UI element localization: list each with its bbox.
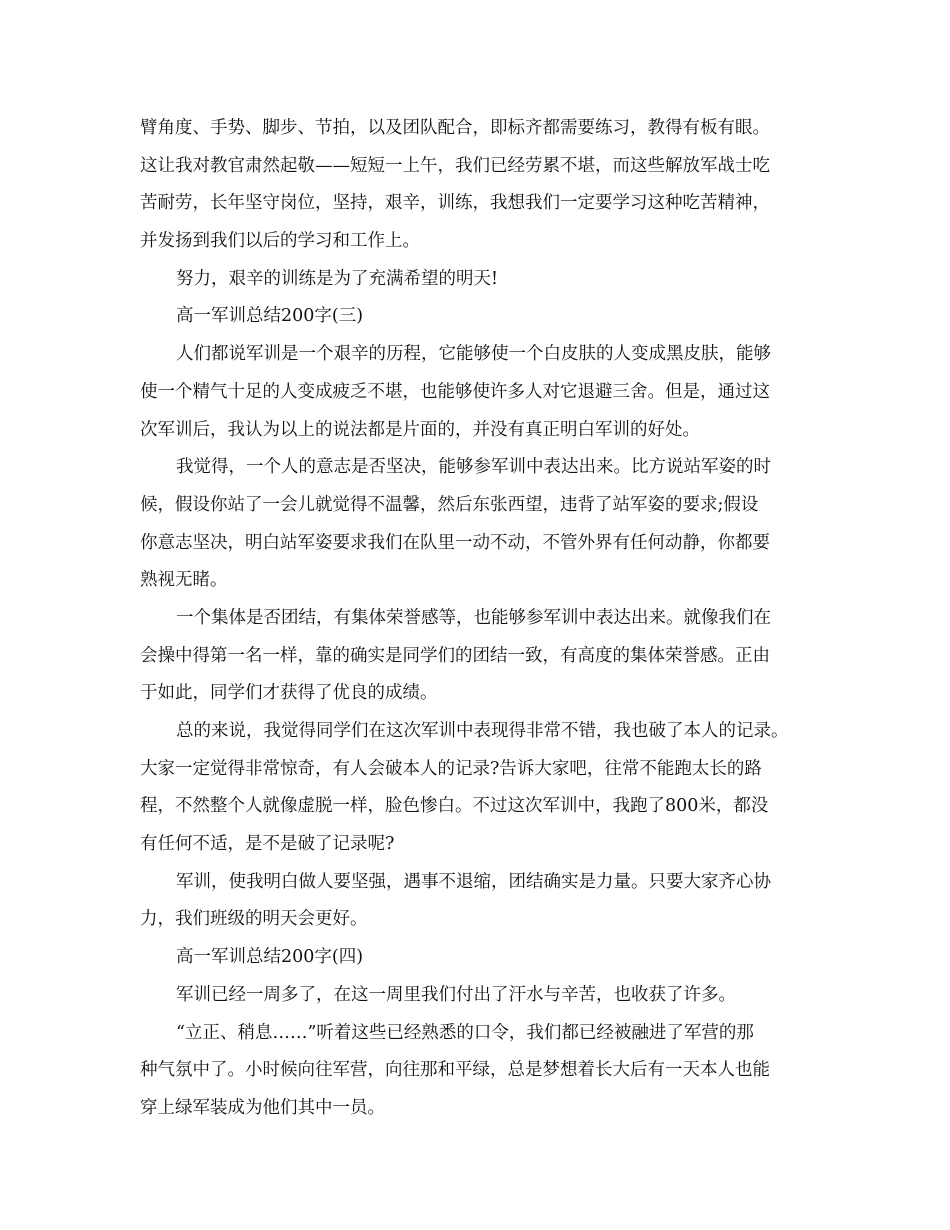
text-line: “立正、稍息……”听着这些已经熟悉的口令，我们都已经被融进了军营的那 bbox=[176, 1022, 754, 1043]
text-line: 并发扬到我们以后的学习和工作上。 bbox=[140, 231, 420, 252]
text-line: 于如此，同学们才获得了优良的成绩。 bbox=[140, 683, 438, 704]
text-line: 军训已经一周多了，在这一周里我们付出了汗水与辛苦，也收获了许多。 bbox=[176, 984, 736, 1005]
text-line: 高一军训总结200字(四) bbox=[176, 947, 364, 968]
text-line: 次军训后，我认为以上的说法都是片面的，并没有真正明白军训的好处。 bbox=[140, 419, 700, 440]
text-line: 力，我们班级的明天会更好。 bbox=[140, 909, 368, 930]
text-line: 人们都说军训是一个艰辛的历程，它能够使一个白皮肤的人变成黑皮肤，能够 bbox=[176, 344, 771, 365]
text-line: 这让我对教官肃然起敬——短短一上午，我们已经劳累不堪，而这些解放军战士吃 bbox=[140, 155, 770, 176]
text-line: 候，假设你站了一会儿就觉得不温馨，然后东张西望，违背了站军姿的要求;假设 bbox=[140, 494, 759, 515]
text-line: 使一个精气十足的人变成疲乏不堪，也能够使许多人对它退避三舍。但是，通过这 bbox=[140, 381, 770, 402]
text-line: 军训，使我明白做人要坚强，遇事不退缩，团结确实是力量。只要大家齐心协 bbox=[176, 871, 771, 892]
text-line: 程，不然整个人就像虚脱一样，脸色惨白。不过这次军训中，我跑了800米，都没 bbox=[140, 796, 769, 817]
text-line: 努力，艰辛的训练是为了充满希望的明天! bbox=[176, 268, 499, 289]
text-line: 你意志坚决，明白站军姿要求我们在队里一动不动，不管外界有任何动静，你都要 bbox=[140, 532, 770, 553]
text-line: 会操中得第一名一样，靠的确实是同学们的团结一致，有高度的集体荣誉感。正由 bbox=[140, 645, 770, 666]
text-line: 臂角度、手势、脚步、节拍，以及团队配合，即标齐都需要练习，教得有板有眼。 bbox=[140, 118, 770, 138]
text-line: 我觉得，一个人的意志是否坚决，能够参军训中表达出来。比方说站军姿的时 bbox=[176, 457, 771, 478]
text-line: 有任何不适，是不是破了记录呢? bbox=[140, 834, 395, 855]
text-line: 穿上绿军装成为他们其中一员。 bbox=[140, 1097, 385, 1118]
text-line: 种气氛中了。小时候向往军营，向往那和平绿，总是梦想着长大后有一天本人也能 bbox=[140, 1060, 770, 1081]
text-line: 高一军训总结200字(三) bbox=[176, 306, 364, 327]
document-body bbox=[140, 116, 820, 1134]
text-line: 苦耐劳，长年坚守岗位，坚持，艰辛，训练，我想我们一定要学习这种吃苦精神， bbox=[140, 193, 770, 214]
text-line: 一个集体是否团结，有集体荣誉感等，也能够参军训中表达出来。就像我们在 bbox=[176, 607, 771, 628]
text-line: 熟视无睹。 bbox=[140, 570, 228, 591]
text-line: 总的来说，我觉得同学们在这次军训中表现得非常不错，我也破了本人的记录。 bbox=[176, 721, 789, 741]
text-line: 大家一定觉得非常惊奇，有人会破本人的记录?告诉大家吧，往常不能跑太长的路 bbox=[140, 758, 762, 779]
